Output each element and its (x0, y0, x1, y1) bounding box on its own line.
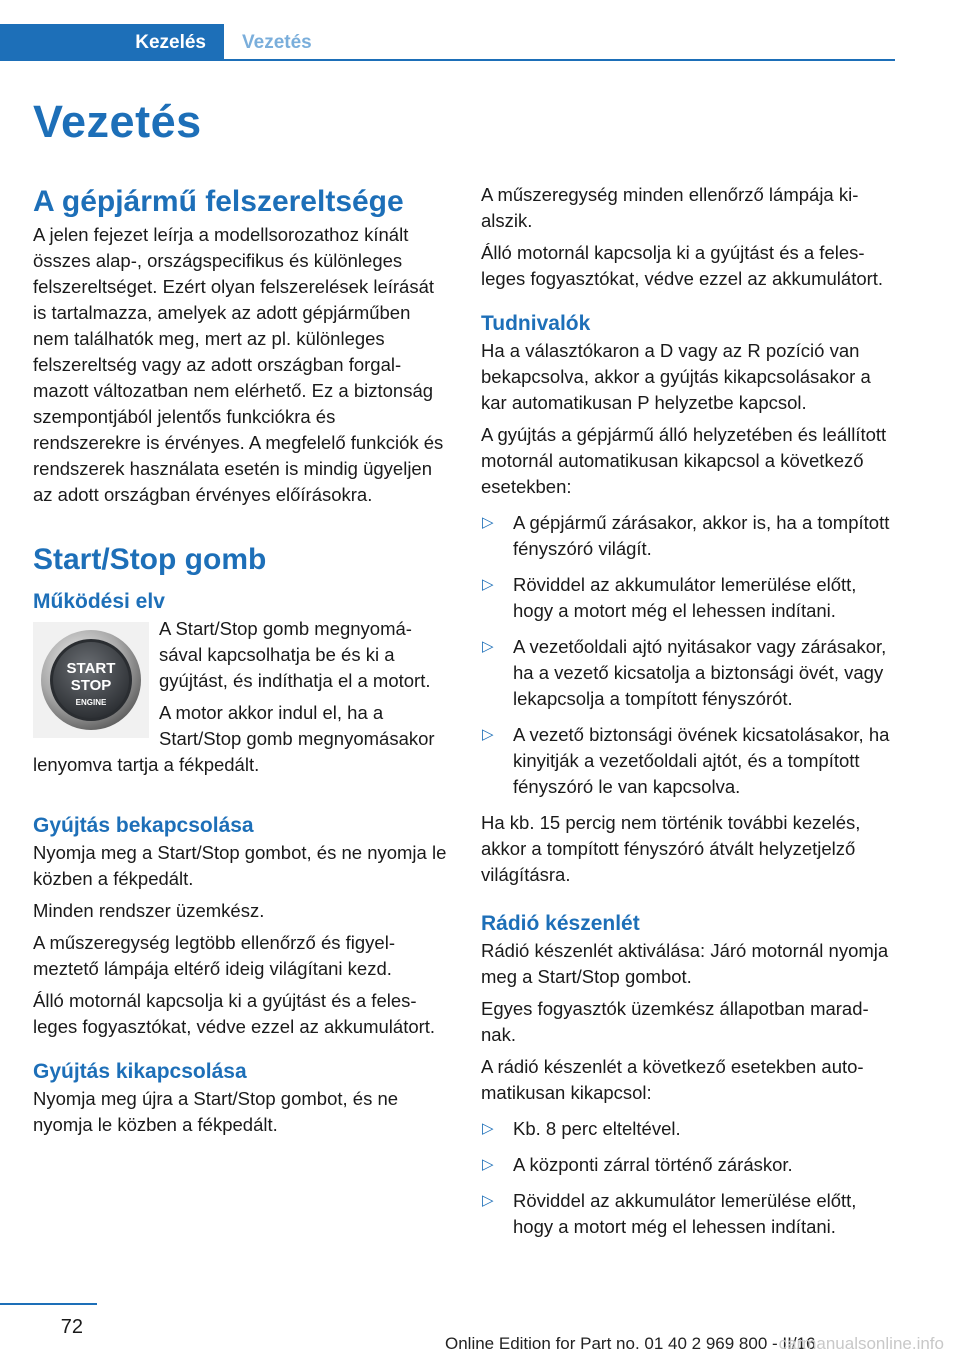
left-column (33, 182, 447, 1138)
list-item: ▷ A vezetőoldali ajtó nyitásakor vagy zárásakor, ha a vezető kicsatolja a biztonsági övét, vagy lekapcsolja a tompított fényszórót. (482, 636, 887, 709)
svg-text:ENGINE: ENGINE (75, 698, 107, 707)
ignition-off-text-1: Nyomja meg újra a Start/Stop gombot, és ne nyomja le közben a fékpedált. (33, 1088, 399, 1135)
list-item: ▷ Röviddel az akkumulátor lemerülése előtt, hogy a motort még el lehessen indítani. (482, 574, 857, 621)
start-stop-button-image (33, 622, 149, 738)
chapter-title: Vezetés (33, 96, 202, 147)
radio-list (481, 1116, 895, 1240)
footer-rule (0, 1303, 97, 1305)
bullet-arrow-icon: ▷ (482, 576, 494, 593)
list-item: ▷ A központi zárral történő záráskor. (481, 1152, 895, 1178)
ignition-on-text-2: Minden rendszer üzemkész. (33, 900, 265, 921)
bullet-arrow-icon: ▷ (482, 1120, 494, 1137)
subsection-title-ignition-off: Gyújtás kikapcsolása (33, 1060, 247, 1083)
bullet-arrow-icon: ▷ (482, 726, 494, 743)
subsection-title-ignition-on: Gyújtás bekapcsolása (33, 814, 254, 837)
ignition-on-text-4: Álló motornál kapcsolja ki a gyújtást és a felesleges fogyasztókat, védve ezzel az akkumulátort. (33, 990, 436, 1037)
start-stop-button-icon (37, 626, 145, 734)
right-column (481, 182, 895, 1250)
subsection-title-radio: Rádió készenlét (481, 912, 640, 935)
right-text-1: A műszeregység minden ellenőrző lámpája kialszik. (481, 184, 859, 231)
subsection-title-notes: Tudnivalók (481, 312, 591, 335)
list-item: ▷ A gépjármű zárásakor, akkor is, ha a tompított fényszóró világít. (482, 512, 890, 559)
list-item: ▷ A vezető biztonsági övének kicsatolásakor, ha kinyitják a vezetőoldali ajtót, és a tompított fényszóró le van kapcsolva. (482, 724, 890, 797)
ignition-on-text-3: A műszeregység legtöbb ellenőrző és figyelmeztető lámpája eltérő ideig világítani kezd. (33, 932, 395, 979)
bullet-arrow-icon: ▷ (482, 1192, 494, 1209)
svg-text:START: START (66, 660, 116, 677)
subsection-title-principle: Működési elv (33, 590, 165, 613)
principle-text-1: A Start/Stop gomb megnyomásával kapcsolhatja be és ki a gyújtást, és indíthatja el a motort. (159, 618, 431, 691)
notes-text-2: A gyújtás a gépjármű álló helyzetében és leállított motornál automatikusan kikapcsol a következő esetekben: (481, 424, 887, 497)
svg-text:STOP: STOP (70, 677, 112, 694)
list-item: ▷ Röviddel az akkumulátor lemerülése előtt, hogy a motort még el lehessen indítani. (482, 1190, 857, 1237)
notes-list (481, 510, 895, 800)
radio-text-2: Egyes fogyasztók üzemkész állapotban maradnak. (481, 998, 869, 1045)
notes-text-3: Ha kb. 15 percig nem történik további kezelés, akkor a tompított fényszóró átvált helyzetjelző világításra. (481, 812, 861, 885)
section-title-start-stop: Start/Stop gomb (33, 543, 267, 576)
radio-text-3: A rádió készenlét a következő esetekben automatikusan kikapcsol: (481, 1056, 864, 1103)
notes-text-1: Ha a választókaron a D vagy az R pozíció van bekapcsolva, akkor a gyújtás kikapcsolásakor a kar automatikusan P helyzetbe kapcsol. (481, 340, 871, 413)
bullet-arrow-icon: ▷ (482, 638, 494, 655)
footer-edition: Online Edition for Part no. 01 40 2 969 800 - II/16 (445, 1334, 816, 1353)
list-item: ▷ Kb. 8 perc elteltével. (481, 1116, 895, 1142)
watermark: carmanualsonline.info (778, 1334, 944, 1353)
section-title-equipment: A gépjármű felszereltsége (33, 185, 404, 218)
radio-text-1: Rádió készenlét aktiválása: Járó motornál nyomja meg a Start/Stop gombot. (481, 940, 889, 987)
bullet-arrow-icon: ▷ (482, 1156, 494, 1173)
principle-text-2: A motor akkor indul el, ha a Start/Stop gomb megnyomásakor lenyomva tartja a fékpedált. (33, 702, 435, 775)
bullet-arrow-icon: ▷ (482, 514, 494, 531)
page-number: 72 (60, 1316, 83, 1338)
top-navigation (0, 24, 895, 61)
tab-kezeles[interactable]: Kezelés (0, 24, 224, 61)
equipment-text: A jelen fejezet leírja a modellsorozathoz kínált összes alap-, országspecifikus és különleges felszereltséget. Ezért olyan felszerelések leírását is tartalmazza, amelyek az adott gépjárműben nem találhatók meg, mert az pl. különleges felszereltség vagy az adott országban forgalmazott változatban nem elérhető. Ez a biztonság szempontjából jelentős funkciókra és rendszerekre is érvényes. A megfelelő funkciók és rendszerek használata esetén is mindig ügyeljen az adott országban érvényes előírásokra. (33, 224, 444, 505)
right-text-2: Álló motornál kapcsolja ki a gyújtást és a felesleges fogyasztókat, védve ezzel az akkumulátort. (481, 242, 884, 289)
tab-vezetes[interactable]: Vezetés (242, 32, 312, 53)
ignition-on-text-1: Nyomja meg a Start/Stop gombot, és ne nyomja le közben a fékpedált. (33, 842, 447, 889)
